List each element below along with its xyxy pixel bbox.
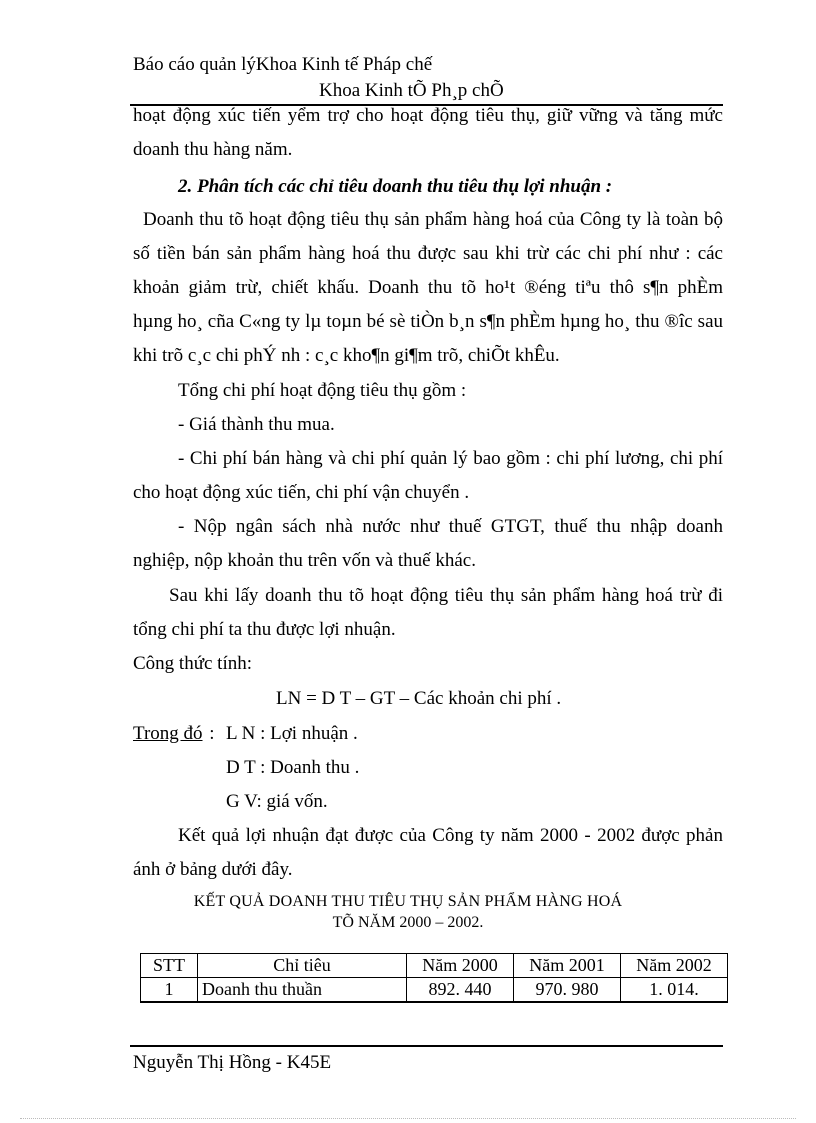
- paragraph-2-first: [143, 209, 723, 243]
- paragraph-5-cont: cho hoạt động xúc tiến, chi phí vận chuyển .: [133, 482, 470, 503]
- paragraph-line: Sau khi lấy doanh thu tõ hoạt động tiêu thụ sản phẩm hàng hoá trừ đi: [169, 585, 723, 606]
- definition-dt: D T : Doanh thu .: [226, 757, 360, 778]
- section-heading: 2. Phân tích các chỉ tiêu doanh thu tiêu thụ lợi nhuận :: [178, 176, 613, 197]
- paragraph-4: - Giá thành thu mua.: [178, 414, 335, 435]
- paragraph-line: hµng ho¸ cña C«ng ty lµ toµn bé sè tiÒn b¸n s¶n phÈm hµng ho¸ thu ®îc sau: [133, 311, 723, 332]
- footer-author: Nguyễn Thị Hồng - K45E: [133, 1052, 332, 1073]
- paragraph-line: khoản giảm trừ, chiết khấu. Doanh thu tõ ho¹t ®éng tiªu thô s¶n phÈm: [133, 277, 723, 298]
- paragraph-8-first: [178, 825, 723, 859]
- paragraph-line: doanh thu hàng năm.: [133, 139, 293, 160]
- header-2001: Năm 2001: [514, 954, 621, 978]
- paragraph-line: số tiền bán sản phẩm hàng hoá thu được sau khi trừ các chi phí như : các: [133, 243, 723, 264]
- paragraph-8-cont: ánh ở bảng dưới đây.: [133, 859, 293, 880]
- cell-indicator: Doanh thu thuần: [198, 978, 407, 1003]
- definition-ln: L N : Lợi nhuận .: [226, 723, 358, 744]
- paragraph-line: Doanh thu tõ hoạt động tiêu thụ sản phẩm hàng hoá của Công ty là toàn bộ: [143, 209, 723, 230]
- table-header-row: [141, 954, 728, 978]
- paragraph-2: [133, 243, 723, 379]
- header-indicator: Chỉ tiêu: [198, 954, 407, 978]
- paragraph-1: [133, 105, 723, 173]
- paragraph-line: - Chi phí bán hàng và chi phí quản lý bao gồm : chi phí lương, chi phí: [178, 448, 723, 469]
- cell-2001: 970. 980: [514, 978, 621, 1003]
- paragraph-5-first: [178, 448, 723, 482]
- where-block: [133, 723, 215, 745]
- cell-2000: 892. 440: [407, 978, 514, 1003]
- header-2000: Năm 2000: [407, 954, 514, 978]
- where-colon: :: [209, 723, 215, 744]
- formula: LN = D T – GT – Các khoản chi phí .: [276, 688, 562, 709]
- formula-label: Công thức tính:: [133, 653, 253, 674]
- cell-stt: 1: [141, 978, 198, 1003]
- paragraph-line: - Nộp ngân sách nhà nước như thuế GTGT, thuế thu nhập doanh: [178, 516, 723, 537]
- paragraph-line: khi trõ c¸c chi phÝ nh : c¸c kho¶n gi¶m trõ, chiÕt khÊu.: [133, 345, 560, 366]
- results-table: [140, 953, 728, 1003]
- table-title-line-2: TÕ NĂM 2000 – 2002.: [332, 914, 484, 931]
- paragraph-6-cont: nghiệp, nộp khoản thu trên vốn và thuế khác.: [133, 550, 476, 571]
- table-row: [141, 978, 728, 1003]
- footer-rule: [130, 1045, 723, 1047]
- where-label: Trong đó: [133, 723, 203, 744]
- paragraph-line: hoạt động xúc tiến yểm trợ cho hoạt động tiêu thụ, giữ vững và tăng mức: [133, 105, 723, 126]
- cell-2002: 1. 014.: [621, 978, 728, 1003]
- header-line-2: Khoa Kinh tÕ Ph¸p chÕ: [319, 80, 504, 101]
- header-2002: Năm 2002: [621, 954, 728, 978]
- table-title-line-1: KẾT QUẢ DOANH THU TIÊU THỤ SẢN PHẨM HÀNG HOÁ: [193, 893, 623, 910]
- paragraph-line: Kết quả lợi nhuận đạt được của Công ty năm 2000 - 2002 được phản: [178, 825, 723, 846]
- paragraph-7-first: [169, 585, 723, 619]
- header-line-1: Báo cáo quản lýKhoa Kinh tế Pháp chế: [133, 54, 433, 75]
- page-bottom-border: [20, 1118, 796, 1119]
- paragraph-7-cont: tổng chi phí ta thu được lợi nhuận.: [133, 619, 396, 640]
- definition-gv: G V: giá vốn.: [226, 791, 328, 812]
- paragraph-3: Tổng chi phí hoạt động tiêu thụ gồm :: [178, 380, 467, 401]
- paragraph-6-first: [178, 516, 723, 550]
- header-stt: STT: [141, 954, 198, 978]
